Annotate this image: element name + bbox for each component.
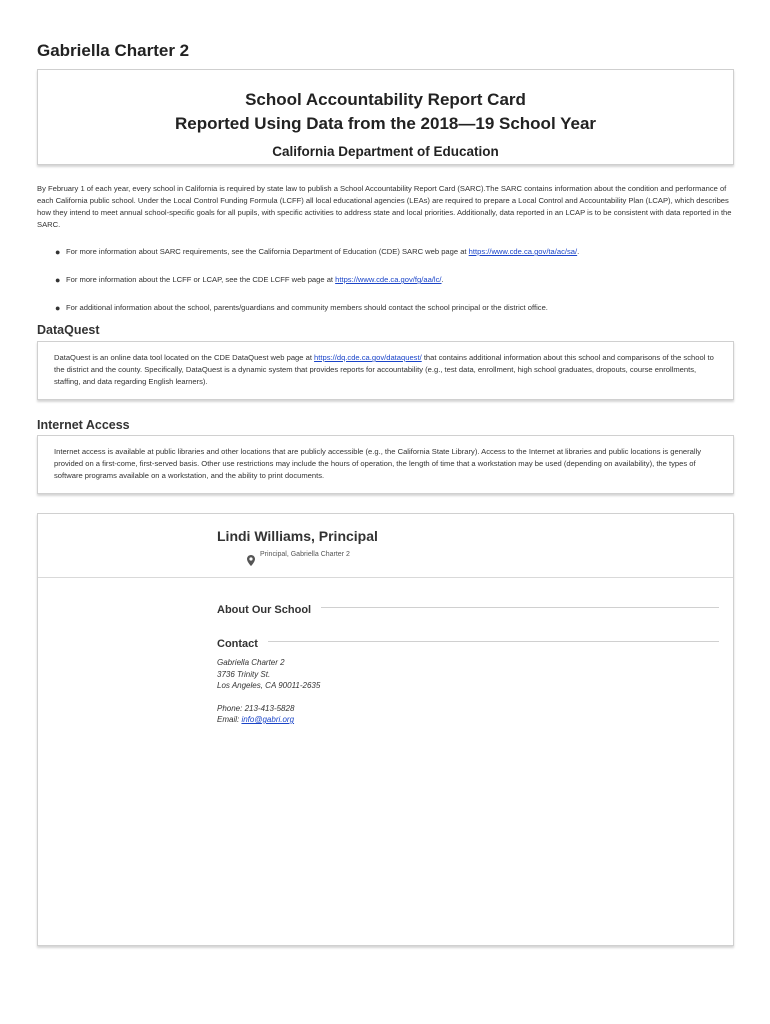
contact-label: Contact <box>217 638 268 650</box>
contact-city: Los Angeles, CA 90011-2635 <box>217 681 321 690</box>
contact-street: 3736 Trinity St. <box>217 669 271 679</box>
bullet-text: For more information about the LCFF or LCAP, see the CDE LCFF web page at <box>66 275 336 284</box>
bullet-dot: ● <box>55 303 61 313</box>
sarc-link[interactable]: https://www.cde.ca.gov/ta/ac/sa/ <box>468 247 578 256</box>
report-header <box>37 69 734 165</box>
dataquest-text-after: that contains additional information about this school and comparisons of the school to the district and the county. Specifically, DataQuest is a dynamic system that provides reports for accountability (e.g., test data, enrollment, high school graduates, dropouts, course enrollments, staffing, and data regarding English learners). <box>54 353 714 386</box>
bullet-sarc <box>37 246 733 258</box>
bullet-contact <box>37 302 733 314</box>
contact-phone: Phone: 213-413-5828 <box>217 703 295 713</box>
divider <box>217 641 719 642</box>
bullet-dot: ● <box>55 247 61 257</box>
email-label: Email: <box>217 715 242 724</box>
internet-title: Internet Access <box>37 418 130 432</box>
bullet-after: . <box>441 275 444 284</box>
internet-box <box>37 435 734 494</box>
report-title: School Accountability Report Card <box>245 90 526 109</box>
bullet-lcff <box>37 274 733 286</box>
dataquest-title: DataQuest <box>37 323 100 337</box>
principal-header <box>38 514 733 578</box>
principal-name: Lindi Williams, Principal <box>217 528 378 544</box>
report-subtitle: Reported Using Data from the 2018—19 School Year <box>174 114 597 133</box>
map-pin-icon <box>247 553 255 571</box>
bullet-dot: ● <box>55 275 61 285</box>
bullet-text: For more information about SARC requirements, see the California Department of Education (CDE) SARC web page at <box>66 247 469 256</box>
contact-details <box>217 657 320 726</box>
school-name: Gabriella Charter 2 <box>37 41 190 60</box>
info-bullet-list <box>37 246 733 330</box>
principal-role: Principal, Gabriella Charter 2 <box>260 551 350 558</box>
bullet-after: . <box>577 247 580 256</box>
bullet-text: For additional information about the school, parents/guardians and community members should contact the school principal or the district office. <box>66 303 548 312</box>
lcff-link[interactable]: https://www.cde.ca.gov/fg/aa/lc/ <box>335 275 442 284</box>
intro-paragraph: By February 1 of each year, every school in California is required by state law to publish a School Accountability Report Card (SARC).The SARC contains information about the condition and performance of each California public school. Under the Local Control Funding Formula (LCFF) all local educational agencies (LEAs) are required to prepare a Local Control and Accountability Plan (LCAP), which describes how they intend to meet annual school-specific goals for all pupils, with specific activities to address state and local priorities. Additionally, data reported in an LCAP is to be consistent with data reported in the SARC. <box>37 184 732 229</box>
about-label: About Our School <box>217 604 321 616</box>
internet-text: Internet access is available at public libraries and other locations that are publicly accessible (e.g., the California State Library). Access to the Internet at libraries and public locations is generally provided on a first-come, first-served basis. Other use restrictions may include the hours of operation, the length of time that a workstation may be used (depending on availability), the types of software programs available on a workstation, and the ability to print documents. <box>54 447 702 480</box>
about-section-header <box>217 600 719 616</box>
department-name: California Department of Education <box>272 144 499 159</box>
contact-school-name: Gabriella Charter 2 <box>217 658 285 667</box>
dataquest-box <box>37 341 734 400</box>
dataquest-link[interactable]: https://dq.cde.ca.gov/dataquest/ <box>314 353 422 362</box>
email-link[interactable]: info@gabri.org <box>241 715 295 724</box>
dataquest-text: DataQuest is an online data tool located on the CDE DataQuest web page at <box>54 353 315 362</box>
principal-card <box>37 513 734 946</box>
contact-email-row <box>217 714 320 726</box>
contact-section-header <box>217 634 719 650</box>
